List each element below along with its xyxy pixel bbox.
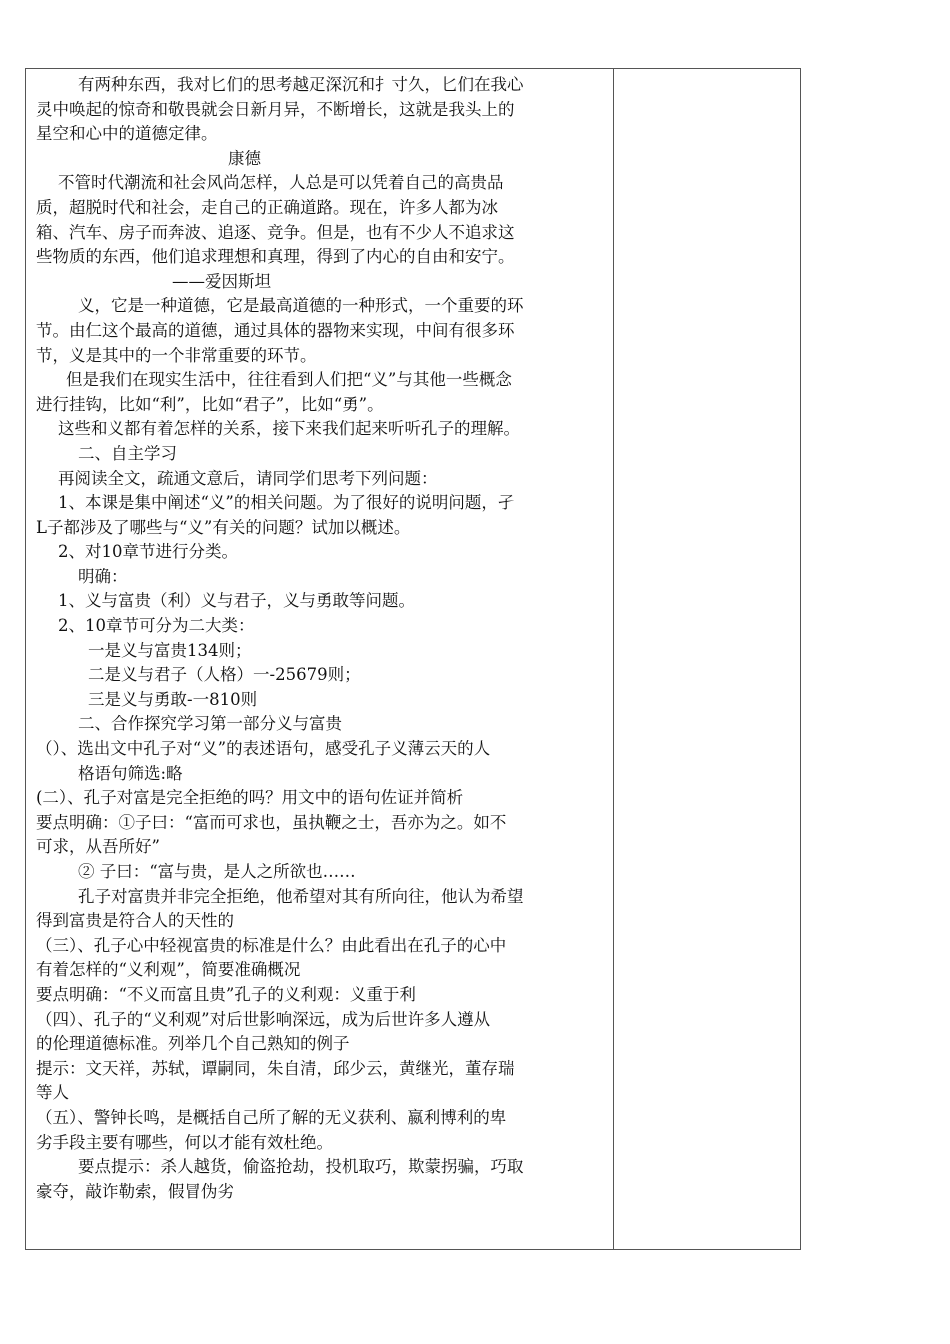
text-line: 得到富贵是符合人的天性的 (36, 911, 234, 931)
text-line: 康德 (228, 148, 261, 168)
text-line: 这些和义都有着怎样的关系，接下来我们起来听听孔子的理解。 (58, 419, 520, 439)
text-line: 格语句筛选:略 (78, 763, 183, 783)
content-cell (26, 69, 614, 1249)
text-line: （）、选出文中孔子对“义”的表述语句，感受孔子义薄云天的人 (36, 739, 491, 759)
text-line: 箱、汽车、房子而奔波、追逐、竞争。但是，也有不少人不追求这 (36, 222, 515, 242)
text-line: 些物质的东西，他们追求理想和真理，得到了内心的自由和安宁。 (36, 247, 515, 267)
text-line: 的伦理道德标准。列举几个自己熟知的例子 (36, 1034, 350, 1054)
text-line: 孔子对富贵并非完全拒绝，他希望对其有所向往，他认为希望 (78, 886, 524, 906)
text-line: 明确： (78, 566, 128, 586)
text-line: ——爱因斯坦 (172, 271, 271, 291)
text-line: （三）、孔子心中轻视富贵的标准是什么？由此看出在孔子的心中 (36, 935, 507, 955)
text-line: 星空和心中的道德定律。 (36, 124, 218, 144)
text-line: 再阅读全文，疏通文意后，请同学们思考下列问题： (58, 468, 438, 488)
text-line: （五）、警钟长鸣，是概括自己所了解的无义获利、嬴利博利的卑 (36, 1107, 507, 1127)
text-line: 1、义与富贵（利）义与君子，义与勇敢等问题。 (58, 591, 415, 611)
text-line: 一是义与富贵134则； (88, 640, 252, 660)
text-line: 二、合作探究学习第一部分义与富贵 (78, 714, 342, 734)
document-table (25, 68, 801, 1250)
text-line: 豪夺，敲诈勒索，假冒伪劣 (36, 1181, 234, 1201)
text-line: ② 子曰：“富与贵，是人之所欲也…… (78, 862, 356, 881)
text-line: 节。由仁这个最高的道德，通过具体的器物来实现，中间有很多环 (36, 320, 515, 340)
text-line: 进行挂钩，比如“利”，比如“君子”，比如“勇”。 (36, 394, 384, 414)
text-line: 有着怎样的“义利观”，简要准确概况 (36, 960, 301, 980)
text-line: 二、自主学习 (78, 443, 177, 463)
text-line: 可求，从吾所好” (36, 837, 160, 857)
text-line: 不管时代潮流和社会风尚怎样，人总是可以凭着自己的高贵品 (58, 173, 504, 193)
text-line: 2、对10章节进行分类。 (58, 542, 238, 562)
text-line: 三是义与勇敢-一810则 (88, 689, 258, 709)
text-line: 义，它是一种道德，它是最高道德的一种形式，一个重要的环 (78, 296, 524, 316)
text-line: 节，义是其中的一个非常重要的环节。 (36, 345, 317, 365)
text-line: 1、本课是集中阐述“义”的相关问题。为了很好的说明问题，孑 (58, 493, 515, 513)
text-line: 灵中唤起的惊奇和敬畏就会日新月异，不断增长，这就是我头上的 (36, 99, 515, 119)
text-line: 二是义与君子（人格）一-25679则； (88, 665, 361, 685)
text-line: 提示：文天祥，苏轼，谭嗣同，朱自清，邱少云，黄继光，董存瑞 (36, 1058, 515, 1078)
text-line: L子都涉及了哪些与“义”有关的问题？试加以概述。 (36, 517, 411, 537)
text-line: (二）、孔子对富是完全拒绝的吗？用文中的语句佐证并简析 (36, 788, 464, 808)
text-line: 要点明确：①子曰：“富而可求也，虽执鞭之士，吾亦为之。如不 (36, 812, 507, 832)
text-line: 质，超脱时代和社会，走自己的正确道路。现在，许多人都为冰 (36, 197, 498, 217)
text-line: 要点明确：“不义而富且贵”孔子的义利观：义重于利 (36, 984, 416, 1004)
text-line: 有两种东西，我对匕们的思考越疋深沉和扌寸久，匕们在我心 (78, 75, 524, 94)
text-line: 劣手段主要有哪些，何以才能有效杜绝。 (36, 1132, 333, 1152)
text-line: 但是我们在现实生活中，往往看到人们把“义”与其他一些概念 (66, 370, 512, 390)
notes-cell (614, 69, 800, 1249)
text-line: （四）、孔子的“义利观”对后世影响深远，成为后世许多人遵从 (36, 1009, 491, 1029)
text-line: 等人 (36, 1083, 69, 1103)
text-line: 要点提示：杀人越货，偷盗抢劫，投机取巧，欺蒙拐骗，巧取 (78, 1157, 524, 1177)
text-line: 2、10章节可分为二大类： (58, 616, 255, 636)
